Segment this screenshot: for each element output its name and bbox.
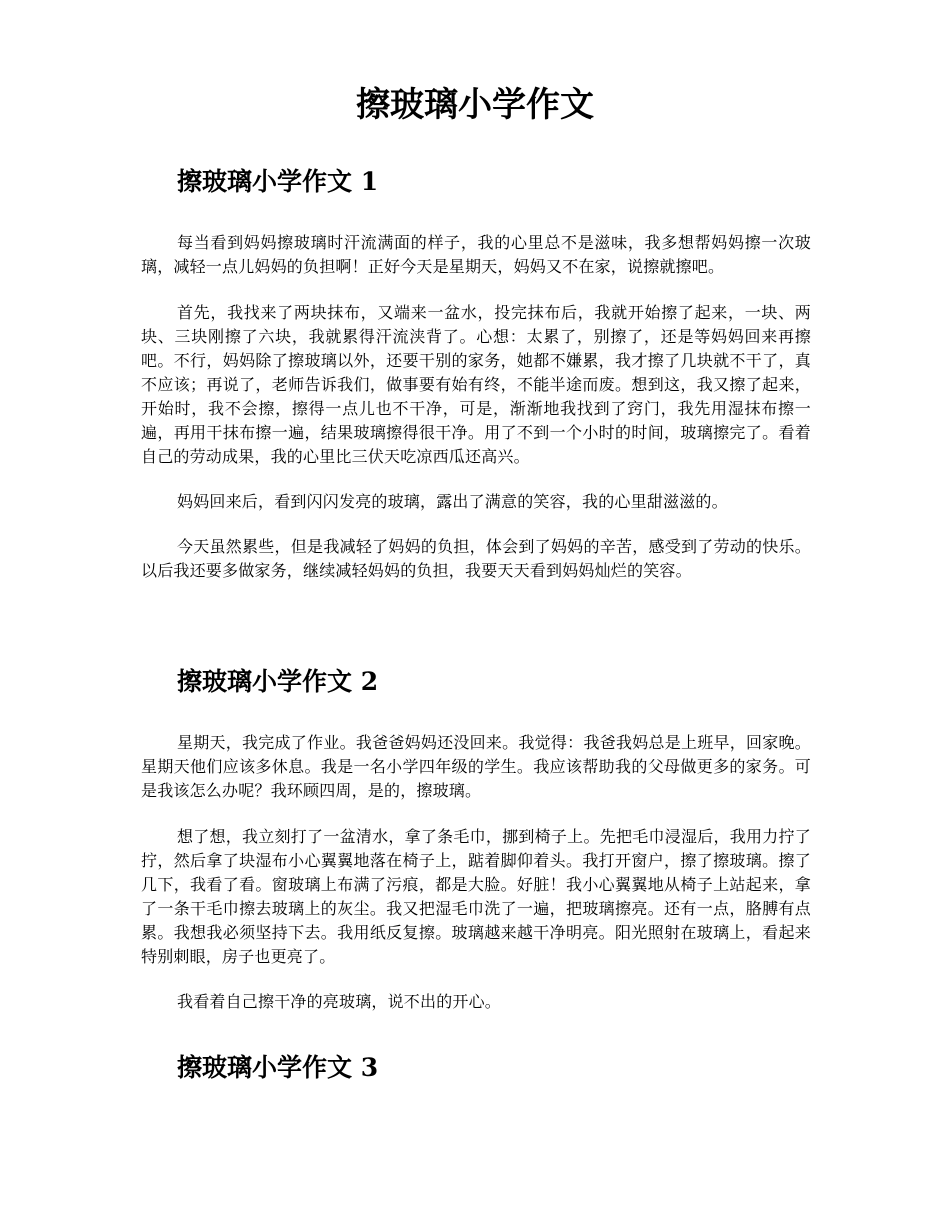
- essay-section-2: [141, 662, 811, 1014]
- paragraph: 首先，我找来了两块抹布，又端来一盆水，投完抹布后，我就开始擦了起来，一块、两块、三块刚擦了六块，我就累得汗流浃背了。心想：太累了，别擦了，还是等妈妈回来再擦吧。不行，妈妈除了擦玻璃以外，还要干别的家务，她都不嫌累，我才擦了几块就不干了，真不应该；再说了，老师告诉我们，做事要有始有终，不能半途而废。想到这，我又擦了起来，开始时，我不会擦，擦得一点儿也不干净，可是，渐渐地我找到了窍门，我先用湿抹布擦一遍，再用干抹布擦一遍，结果玻璃擦得很干净。用了不到一个小时的时间，玻璃擦完了。看着自己的劳动成果，我的心里比三伏天吃凉西瓜还高兴。: [141, 303, 811, 466]
- document-title: 擦玻璃小学作文: [356, 85, 594, 125]
- section-heading: 擦玻璃小学作文 3: [177, 1053, 379, 1082]
- paragraph: 星期天，我完成了作业。我爸爸妈妈还没回来。我觉得：我爸我妈总是上班早，回家晚。星期天他们应该多休息。我是一名小学四年级的学生。我应该帮助我的父母做更多的家务。可是我该怎么办呢？我环顾四周，是的，擦玻璃。: [141, 733, 811, 800]
- section-heading: 擦玻璃小学作文 1: [177, 167, 379, 196]
- essay-section-3: [141, 1048, 811, 1088]
- paragraph: 妈妈回来后，看到闪闪发亮的玻璃，露出了满意的笑容，我的心里甜滋滋的。: [177, 492, 728, 511]
- section-heading: 擦玻璃小学作文 2: [177, 667, 379, 696]
- paragraph: 今天虽然累些，但是我减轻了妈妈的负担，体会到了妈妈的辛苦，感受到了劳动的快乐。以后我还要多做家务，继续减轻妈妈的负担，我要天天看到妈妈灿烂的笑容。: [141, 537, 811, 580]
- paragraph: 每当看到妈妈擦玻璃时汗流满面的样子，我的心里总不是滋味，我多想帮妈妈擦一次玻璃，减轻一点儿妈妈的负担啊！正好今天是星期天，妈妈又不在家，说擦就擦吧。: [141, 233, 811, 276]
- paragraph: 我看着自己擦干净的亮玻璃，说不出的开心。: [177, 992, 502, 1011]
- paragraph: 想了想，我立刻打了一盆清水，拿了条毛巾，挪到椅子上。先把毛巾浸湿后，我用力拧了拧，然后拿了块湿布小心翼翼地落在椅子上，踮着脚仰着头。我打开窗户，擦了擦玻璃。擦了几下，我看了看。窗玻璃上布满了污痕，都是大脸。好脏！我小心翼翼地从椅子上站起来，拿了一条干毛巾擦去玻璃上的灰尘。我又把湿毛巾洗了一遍，把玻璃擦亮。还有一点，胳膊有点累。我想我必须坚持下去。我用纸反复擦。玻璃越来越干净明亮。阳光照射在玻璃上，看起来特别刺眼，房子也更亮了。: [141, 827, 811, 966]
- essay-section-1: [141, 162, 811, 583]
